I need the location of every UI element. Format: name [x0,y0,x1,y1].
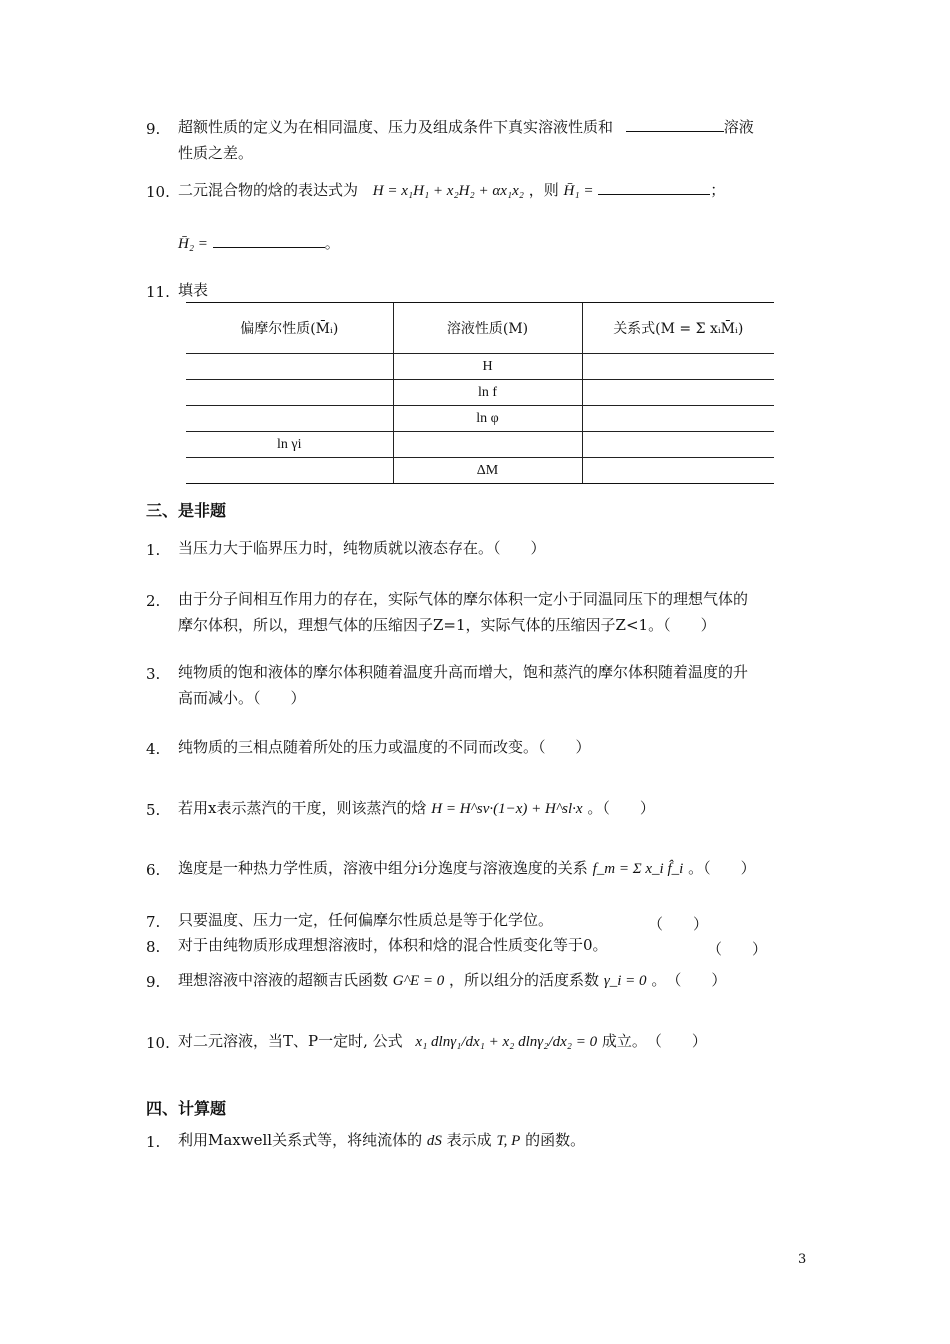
tf4-number: 4. [146,740,161,758]
calc1-vars: T, P [496,1133,521,1149]
tf6-text [178,855,756,882]
table-cell[interactable] [582,406,774,432]
tf5-end: 。（ ） [587,799,655,817]
property-table [186,302,774,484]
tf9-prefix: 理想溶液中溶液的超额吉氏函数 [178,971,389,989]
tf7-paren[interactable]: （ ） [648,915,709,933]
table-cell[interactable] [186,380,393,406]
table-cell[interactable] [582,354,774,380]
table-cell[interactable] [582,458,774,484]
tf10-number: 10. [146,1034,170,1052]
q9-blank[interactable] [626,131,724,132]
calc1-end: 的函数。 [525,1131,586,1149]
q10-line [178,177,725,204]
calc1-text [178,1127,585,1154]
tf3-text [178,659,818,711]
tf2-line1: 由于分子间相互作用力的存在，实际气体的摩尔体积一定小于同温同压下的理想气体的 [178,590,749,608]
table-row [186,458,774,484]
tf1-text: 当压力大于临界压力时，纯物质就以液态存在。（ ） [178,539,546,557]
tf9-text [178,967,726,994]
table-cell[interactable] [393,432,582,458]
tf9-mid: ，所以组分的活度系数 [449,971,600,989]
tf3-number: 3. [146,665,161,683]
tf9-formula1: G^E = 0 [392,973,445,989]
table-cell: H [393,354,582,380]
q11-label: 填表 [178,281,209,299]
header-partial-molar: 偏摩尔性质(M̄ᵢ) [186,303,393,354]
calc1-mid: 表示成 [446,1131,492,1149]
q10-then: ，则 [528,181,559,199]
section4-title: 四、计算题 [146,1099,227,1118]
q10-h2-label: H̄₂ = [178,236,208,252]
tf5-text [178,795,655,822]
header-solution-property: 溶液性质(M) [393,303,582,354]
tf2-number: 2. [146,592,161,610]
tf8-paren[interactable]: （ ） [707,940,768,958]
table-cell[interactable] [186,354,393,380]
table-row [186,380,774,406]
tf1-number: 1. [146,541,161,559]
tf9-formula2: γ_i = 0 [603,973,647,989]
tf5-formula: H = H^sv·(1−x) + H^sl·x [431,801,583,817]
tf3-line2: 高而减小。（ ） [178,689,306,707]
tf5-prefix: 若用x表示蒸汽的干度，则该蒸汽的焓 [178,799,427,817]
header-relation: 关系式(M = Σ xᵢM̄ᵢ) [582,303,774,354]
table-cell[interactable] [186,458,393,484]
q10-end: 。 [324,234,340,252]
tf6-prefix: 逸度是一种热力学性质，溶液中组分i分逸度与溶液逸度的关系 [178,859,588,877]
table-cell: ln φ [393,406,582,432]
table-row [186,432,774,458]
q10-number: 10. [146,183,170,201]
q9-line2: 性质之差。 [178,144,254,162]
table-cell: ΔM [393,458,582,484]
q9-after-blank: 溶液 [723,118,754,136]
table-row [186,406,774,432]
table-row [186,354,774,380]
tf8-text: 对于由纯物质形成理想溶液时，体积和焓的混合性质变化等于0。 [178,936,608,954]
table-cell: ln f [393,380,582,406]
tf6-number: 6. [146,861,161,879]
q10-h2-blank[interactable] [213,247,325,248]
q11-number: 11. [146,283,170,301]
tf4-text: 纯物质的三相点随着所处的压力或温度的不同而改变。（ ） [178,738,591,756]
q10-h1-label: H̄₁ = [563,183,594,199]
table-cell[interactable] [186,406,393,432]
tf10-formula: x₁ dlnγ₁/dx₁ + x₂ dlnγ₂/dx₂ = 0 [415,1034,598,1050]
q9-line1: 超额性质的定义为在相同温度、压力及组成条件下真实溶液性质和 [178,118,614,136]
tf3-line1: 纯物质的饱和液体的摩尔体积随着温度升高而增大，饱和蒸汽的摩尔体积随着温度的升 [178,663,749,681]
q10-enthalpy-formula: H = x₁H₁ + x₂H₂ + αx₁x₂ [372,183,524,199]
tf2-line2: 摩尔体积，所以，理想气体的压缩因子Z=1，实际气体的压缩因子Z<1。（ ） [178,616,716,634]
q10-h1-blank[interactable] [598,194,710,195]
q10-h2-line [178,230,340,257]
table-header-row [186,303,774,354]
page-number: 3 [798,1252,807,1267]
calc1-var-ds: dS [426,1133,442,1149]
tf9-end: 。 （ ） [651,971,727,989]
tf2-text [178,586,818,638]
calc1-number: 1. [146,1133,161,1151]
tf9-number: 9. [146,973,161,991]
calc1-prefix: 利用Maxwell关系式等，将纯流体的 [178,1131,423,1149]
table-cell: ln γi [186,432,393,458]
tf7-text: 只要温度、压力一定，任何偏摩尔性质总是等于化学位。 [178,911,554,929]
q9-text [178,114,818,166]
tf10-end: 成立。 （ ） [601,1032,707,1050]
table-cell[interactable] [582,380,774,406]
tf7-number: 7. [146,913,161,931]
section3-title: 三、是非题 [146,501,227,520]
tf5-number: 5. [146,801,161,819]
tf10-prefix: 对二元溶液，当T、P一定时, 公式 [178,1032,403,1050]
tf6-formula: f_m = Σ x_i f̂_i [592,861,684,877]
tf8-number: 8. [146,938,161,956]
q10-semicolon: ； [710,181,726,199]
q10-prefix: 二元混合物的焓的表达式为 [178,181,359,199]
q9-number: 9. [146,120,161,138]
tf6-end: 。（ ） [688,859,756,877]
tf10-text [178,1028,707,1055]
table-cell[interactable] [582,432,774,458]
